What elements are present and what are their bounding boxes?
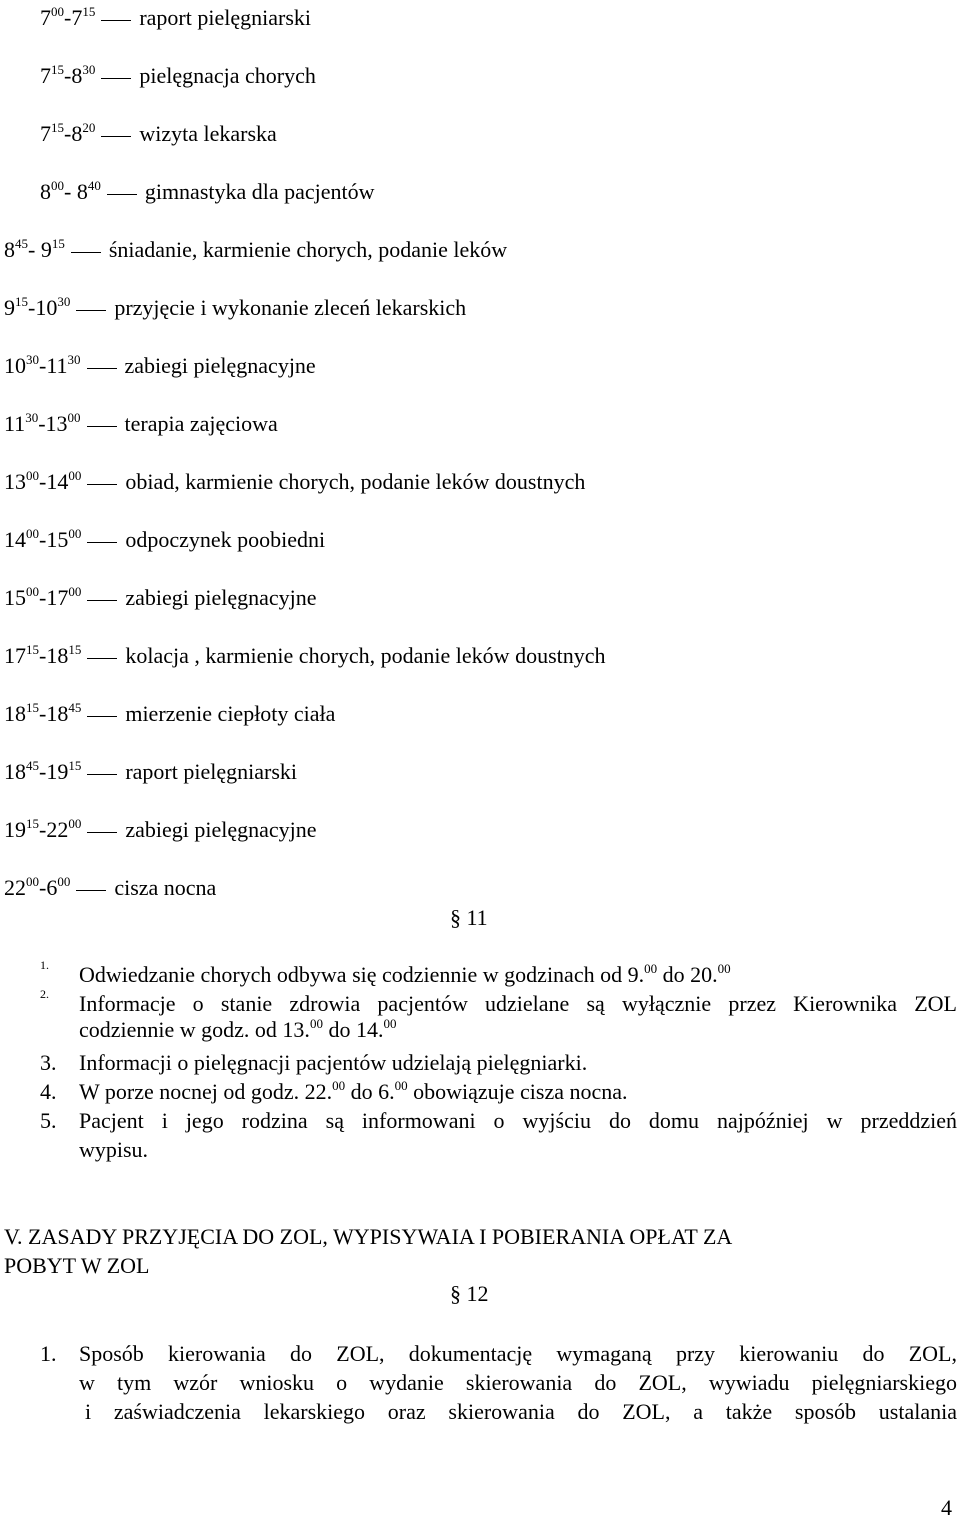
dash-separator <box>87 542 117 543</box>
schedule-row <box>40 3 311 30</box>
schedule-time: $15^{00}-17^{00}$ <box>4 583 82 610</box>
schedule-row <box>40 61 316 88</box>
section-12-marker: § 12 <box>450 1281 489 1306</box>
schedule-row <box>4 293 467 320</box>
schedule-row <box>4 873 217 900</box>
schedule-row <box>4 815 317 842</box>
rule-2-line-2: codziennie w godz. od 13.00 do 14.00 <box>79 1015 397 1042</box>
schedule-activity: zabiegi pielęgnacyjne <box>124 353 316 378</box>
paragraph-1-line-3: i zaświadczenia lekarskiego oraz skierowania do ZOL, a także sposób ustalania <box>85 1399 957 1424</box>
dash-separator <box>101 136 131 137</box>
dash-separator <box>107 194 137 195</box>
schedule-time: $19^{15}-22^{00}$ <box>4 815 82 842</box>
schedule-time: $7^{15}-8^{30}$ <box>40 61 96 88</box>
dash-separator <box>87 600 117 601</box>
rule-4-text: W porze nocnej od godz. 22.00 do 6.00 obowiązuje cisza nocna. <box>79 1077 628 1104</box>
rule-1-text: Odwiedzanie chorych odbywa się codziennie w godzinach od 9.00 do 20.00 <box>79 960 731 987</box>
schedule-time: $14^{00}-15^{00}$ <box>4 525 82 552</box>
page-number: 4 <box>941 1495 952 1520</box>
schedule-row <box>4 641 606 668</box>
schedule-activity: terapia zajęciowa <box>124 411 278 436</box>
schedule-activity: odpoczynek poobiedni <box>125 527 326 552</box>
section-11-marker: § 11 <box>450 905 488 930</box>
schedule-row <box>4 351 316 378</box>
schedule-time: $18^{15}-18^{45}$ <box>4 699 82 726</box>
schedule-time: $17^{15}-18^{15}$ <box>4 641 82 668</box>
schedule-activity: zabiegi pielęgnacyjne <box>125 585 317 610</box>
dash-separator <box>76 310 106 311</box>
rule-2-number: 2. <box>40 987 49 1001</box>
dash-separator <box>87 658 117 659</box>
rule-3-number: 3. <box>40 1050 57 1075</box>
schedule-row <box>4 583 317 610</box>
paragraph-1-line-2: w tym wzór wniosku o wydanie skierowania do ZOL, wywiadu pielęgniarskiego <box>79 1370 957 1395</box>
dash-separator <box>76 890 106 891</box>
schedule-time: $13^{00}-14^{00}$ <box>4 467 82 494</box>
dash-separator <box>101 20 131 21</box>
dash-separator <box>87 368 117 369</box>
section-heading-line-2: POBYT W ZOL <box>4 1253 150 1278</box>
rule-1-number: 1. <box>40 958 49 972</box>
dash-separator <box>87 832 117 833</box>
schedule-time: $10^{30}-11^{30}$ <box>4 351 81 378</box>
schedule-row <box>4 409 278 436</box>
schedule-row <box>4 757 297 784</box>
rule-5-line-1: Pacjent i jego rodzina są informowani o wyjściu do domu najpóźniej w przeddzień <box>79 1108 957 1133</box>
schedule-activity: wizyta lekarska <box>139 121 277 146</box>
rule-5-line-2: wypisu. <box>79 1137 149 1162</box>
schedule-activity: cisza nocna <box>114 875 217 900</box>
schedule-activity: zabiegi pielęgnacyjne <box>125 817 317 842</box>
schedule-row <box>4 525 326 552</box>
schedule-time: $7^{15}-8^{20}$ <box>40 119 96 146</box>
schedule-row <box>40 119 277 146</box>
schedule-activity: mierzenie ciepłoty ciała <box>125 701 336 726</box>
schedule-time: $18^{45}-19^{15}$ <box>4 757 82 784</box>
rule-2-line-1: Informacje o stanie zdrowia pacjentów udzielane są wyłącznie przez Kierownika ZOL <box>79 991 957 1016</box>
rule-3-text: Informacji o pielęgnacji pacjentów udzielają pielęgniarki. <box>79 1050 588 1075</box>
schedule-row <box>40 177 375 204</box>
dash-separator <box>101 78 131 79</box>
schedule-row <box>4 235 508 262</box>
dash-separator <box>87 484 117 485</box>
paragraph-1-number: 1. <box>40 1341 57 1366</box>
schedule-activity: gimnastyka dla pacjentów <box>144 179 375 204</box>
schedule-activity: przyjęcie i wykonanie zleceń lekarskich <box>114 295 467 320</box>
section-heading-line-1: V. ZASADY PRZYJĘCIA DO ZOL, WYPISYWAIA I POBIERANIA OPŁAT ZA <box>4 1224 733 1249</box>
rule-5-number: 5. <box>40 1108 57 1133</box>
dash-separator <box>87 716 117 717</box>
schedule-activity: obiad, karmienie chorych, podanie leków doustnych <box>125 469 586 494</box>
schedule-time: $11^{30}-13^{00}$ <box>4 409 81 436</box>
schedule-activity: kolacja , karmienie chorych, podanie leków doustnych <box>125 643 606 668</box>
schedule-time: $9^{15}-10^{30}$ <box>4 293 71 320</box>
dash-separator <box>71 252 101 253</box>
dash-separator <box>87 774 117 775</box>
paragraph-1-line-1: Sposób kierowania do ZOL, dokumentację wymaganą przy kierowaniu do ZOL, <box>79 1341 957 1366</box>
schedule-row <box>4 467 586 494</box>
schedule-activity: raport pielęgniarski <box>139 5 311 30</box>
schedule-time: $22^{00}-6^{00}$ <box>4 873 71 900</box>
schedule-time: $8^{45}-$ $9^{15}$ <box>4 235 65 262</box>
schedule-time: $7^{00}-7^{15}$ <box>40 3 96 30</box>
schedule-activity: raport pielęgniarski <box>125 759 297 784</box>
schedule-activity: pielęgnacja chorych <box>139 63 316 88</box>
schedule-row <box>4 699 336 726</box>
rule-4-number: 4. <box>40 1079 57 1104</box>
dash-separator <box>87 426 117 427</box>
schedule-time: $8^{00}-$ $8^{40}$ <box>40 177 101 204</box>
schedule-activity: śniadanie, karmienie chorych, podanie leków <box>108 237 508 262</box>
